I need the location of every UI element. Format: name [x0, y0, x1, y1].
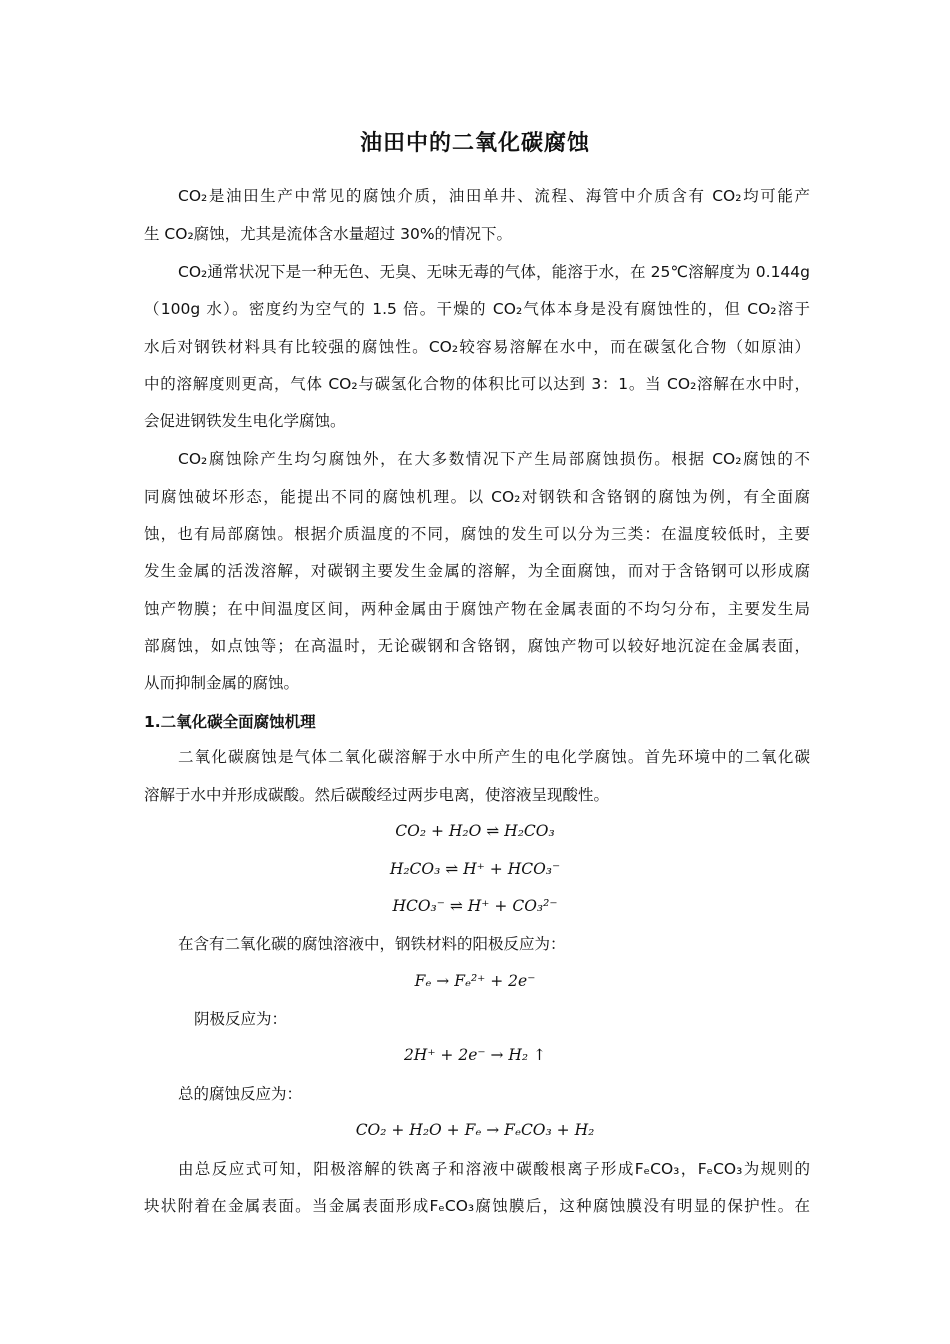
paragraph-line: 蚀，也有局部腐蚀。根据介质温度的不同，腐蚀的发生可以分为三类：在温度较低时，主要	[144, 525, 810, 543]
paragraph-line: 中的溶解度则更高，气体 CO₂与碳氢化合物的体积比可以达到 3：1。当 CO₂溶解在水中时，	[144, 375, 810, 393]
section-heading: 1.二氧化碳全面腐蚀机理	[144, 713, 316, 731]
paragraph-line: 水后对钢铁材料具有比较强的腐蚀性。CO₂较容易溶解在水中，而在碳氢化合物（如原油）	[144, 338, 810, 356]
equation: CO₂ + H₂O ⇌ H₂CO₃	[395, 822, 555, 840]
equation: H₂CO₃ ⇌ H⁺ + HCO₃⁻	[389, 860, 561, 878]
paragraph-line: 由总反应式可知，阳极溶解的铁离子和溶液中碳酸根离子形成FₑCO₃，FₑCO₃为规则的	[178, 1160, 810, 1178]
paragraph-line: 溶解于水中并形成碳酸。然后碳酸经过两步电离，使溶液呈现酸性。	[144, 786, 610, 804]
paragraph-line: 生 CO₂腐蚀，尤其是流体含水量超过 30%的情况下。	[144, 225, 513, 243]
paragraph-line: 总的腐蚀反应为：	[178, 1085, 303, 1103]
paragraph-line: 从而抑制金属的腐蚀。	[144, 674, 300, 692]
paragraph-line: CO₂是油田生产中常见的腐蚀介质，油田单井、流程、海管中介质含有 CO₂均可能产	[178, 187, 810, 205]
paragraph-line: （100g 水）。密度约为空气的 1.5 倍。干燥的 CO₂气体本身是没有腐蚀性的，但 CO₂溶于	[144, 300, 810, 318]
paragraph-line: 部腐蚀，如点蚀等；在高温时，无论碳钢和含铬钢，腐蚀产物可以较好地沉淀在金属表面，	[144, 637, 810, 655]
equation: 2H⁺ + 2e⁻ → H₂ ↑	[403, 1046, 547, 1064]
equation: CO₂ + H₂O + Fₑ → FₑCO₃ + H₂	[355, 1121, 595, 1139]
paragraph-line: 发生金属的活泼溶解，对碳钢主要发生金属的溶解，为全面腐蚀，而对于含铬钢可以形成腐	[144, 562, 810, 580]
paragraph-line: CO₂腐蚀除产生均匀腐蚀外，在大多数情况下产生局部腐蚀损伤。根据 CO₂腐蚀的不	[178, 450, 810, 468]
page-title: 油田中的二氧化碳腐蚀	[359, 131, 590, 156]
equation: Fₑ → Fₑ²⁺ + 2e⁻	[414, 972, 536, 990]
paragraph-line: 在含有二氧化碳的腐蚀溶液中，钢铁材料的阳极反应为：	[178, 935, 566, 953]
paragraph-line: 阴极反应为：	[194, 1010, 288, 1028]
paragraph-line: 蚀产物膜；在中间温度区间，两种金属由于腐蚀产物在金属表面的不均匀分布，主要发生局	[144, 600, 810, 618]
equation: HCO₃⁻ ⇌ H⁺ + CO₃²⁻	[392, 897, 558, 915]
paragraph-line: CO₂通常状况下是一种无色、无臭、无味无毒的气体，能溶于水，在 25℃溶解度为 0.144g	[178, 263, 810, 281]
paragraph-line: 块状附着在金属表面。当金属表面形成FₑCO₃腐蚀膜后，这种腐蚀膜没有明显的保护性。在	[144, 1197, 810, 1215]
paragraph-line: 二氧化碳腐蚀是气体二氧化碳溶解于水中所产生的电化学腐蚀。首先环境中的二氧化碳	[178, 748, 810, 766]
paragraph-line: 会促进钢铁发生电化学腐蚀。	[144, 412, 346, 430]
paragraph-line: 同腐蚀破坏形态，能提出不同的腐蚀机理。以 CO₂对钢铁和含铬钢的腐蚀为例，有全面腐	[144, 488, 810, 506]
